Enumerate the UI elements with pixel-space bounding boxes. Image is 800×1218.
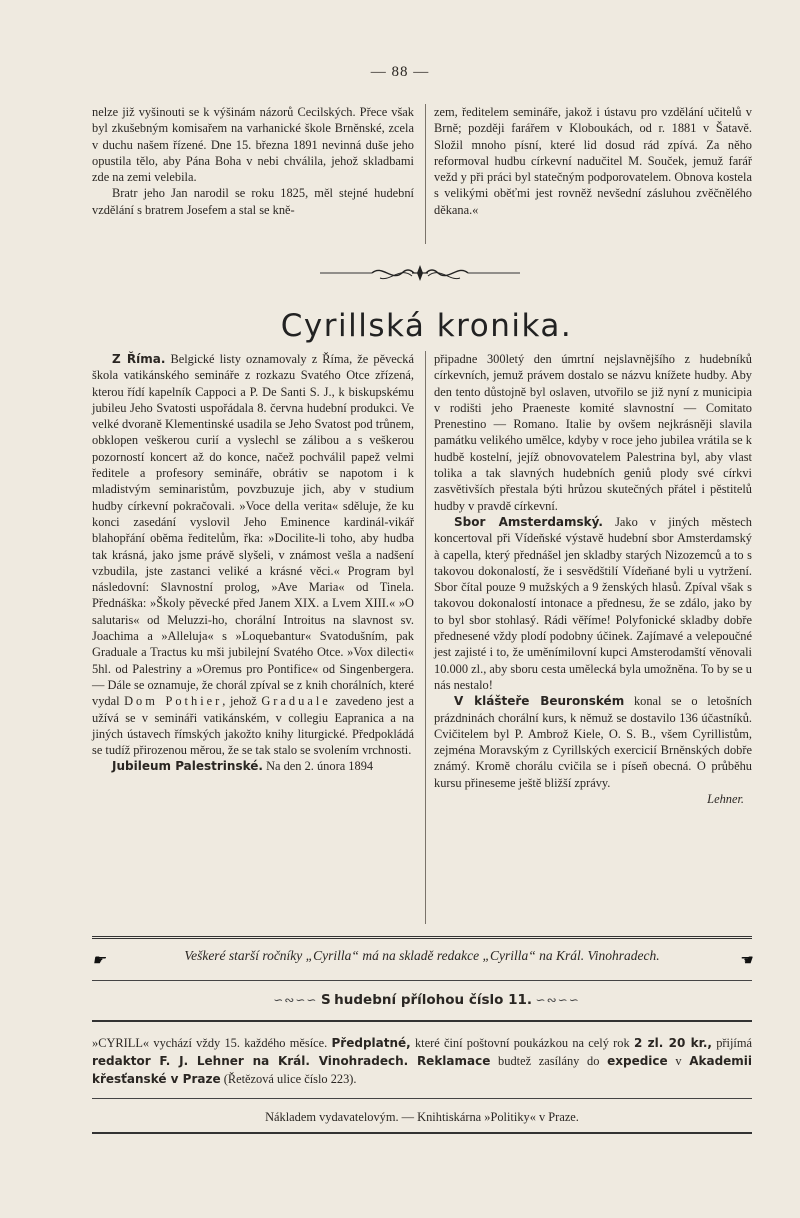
subscription-text-5: v — [667, 1054, 690, 1068]
top-right-column — [434, 104, 752, 218]
subscription-bold-1: Předplatné, — [331, 1036, 411, 1050]
swirl-right-icon: ∽∾∽∽ — [535, 993, 580, 1007]
top-left-paragraph-1: nelze již vyšinouti se k výšinám názorů Cecilských. Přece však byl zkušebným komisařem na varhanické škole Brněnské, zcela v duchu našem řízené. Dne 15. března 1891 nevinná duše jeho opustila tělo, aby Pána Boha v nebi chválila, jehož skladbami zde na zemi velebila. — [92, 105, 414, 185]
supplement-line — [0, 992, 800, 1009]
notice-top-rule — [92, 936, 752, 939]
beuron-paragraph — [434, 693, 752, 791]
publisher-footer: Nákladem vydavatelovým. — Knihtiskárna »Politiky« v Praze. — [265, 1110, 579, 1124]
ornament-divider — [320, 260, 520, 286]
subscription-text-4: budtež zasílány do — [490, 1054, 608, 1068]
pointing-hand-left-icon: ☚ — [738, 953, 752, 969]
amsterdam-heading: Sbor Amsterdamský. — [454, 514, 603, 529]
subscription-info — [92, 1034, 752, 1088]
pointing-hand-icon: ☛ — [92, 953, 106, 969]
supplement-prefix: S — [320, 992, 331, 1008]
subscription-text-1: »CYRILL« vychází vždy 15. každého měsíce. — [92, 1036, 332, 1050]
subscription-text-2: které činí poštovní poukázkou na celý rok — [410, 1036, 634, 1050]
section-title: Cyrillská kronika. — [280, 308, 573, 344]
rome-text-2: , jehož — [222, 694, 262, 709]
rome-heading: Z Říma. — [112, 352, 166, 366]
top-right-paragraph: zem, ředitelem semináře, jakož i ústavu pro vzdělání učitelů v Brně; později farářem v Kloboukách, od r. 1881 v Šatavě. Složil mnoho písní, které lid dosud rád zpívá. Za něho reformoval hudbu církevní nadučitel M. Souček, jemuž farář vežd y při práci byl statečným podporovatelem. Obnova kostela s velikými oběťmi jest rovněž nevšední zásluhou zvěčnělého děkana.« — [434, 105, 752, 217]
subscription-text-3: přijímá — [711, 1036, 752, 1050]
jubileum-text: Na den 2. února 1894 — [262, 759, 374, 774]
footer-bottom-rule — [92, 1132, 752, 1134]
author-signature: Lehner. — [707, 792, 744, 807]
amsterdam-text: Jako v jiných městech koncertoval při Vídeňské výstavě hudební sbor Amsterdamský à capella, který přednášel jen skladby starých Nizozemců a to s takovou dokonalostí, že i sesvědštilí Vídeňané byli u vytržení. Sbor čítal pouze 9 mužských a 9 ženských hlasů. Zpíval však s takovou dokonalostí intonace a přednesu, že se zdálo, jako by to byl sbor stohlasý. Rádi věříme! Polyfonické skladby dobře přednesené vždy plodí podobny účinek. Zajímavé a velepoučné jest zajisté i to, že uměnímilovní kupci Amsterodamští věnovali 10.000 zl., aby sboru cesta umělecká byla umožněna. To by se u nás nestalo! — [434, 514, 752, 692]
page-number: — 88 — — [370, 64, 430, 80]
chronicle-right-column — [434, 351, 752, 807]
beuron-text: konal se o letošních prázdninách chorální kurs, k němuž se dostavilo 136 účastníků. Cvičitelem byl P. Ambrož Kiele, O. S. B., všem Cyrillistům, zejména Moravským z Cyrillských exercicií Brněnských dobře známý. Kromě chorálu cvičila se i píseň obecná. O průběhu kursu přineseme ještě bližší zprávy. — [434, 694, 752, 790]
supplement-bottom-rule — [92, 1020, 752, 1022]
notice-band — [92, 948, 752, 970]
subscription-text-6: (Řetězová ulice číslo 223). — [220, 1072, 357, 1086]
subscription-bold-2: 2 zl. 20 kr., — [633, 1036, 712, 1050]
jubileum-continuation: připadne 300letý den úmrtní nejslavnějšího z hudebníků církevních, jemuž právem dostalo se názvu knížete hudby. Aby den tento důstojně byl oslaven, utvořilo se již nyní z municipia v rodišti jeho Praeneste komité slavnostní — Comitato Prenestino — Romano. Italie by ovšem nejkrásněji slavila památku velikého umělce, kdyby v roce jeho jubilea vrátila se k hudbě kostelní, jejíž obnovovatelem Palestrina byl, aby vlast tolika a tak slavných hudebních geniů plody své církvi zasvětivších přestala býti hrůzou skutečných přátel i pěstitelů hudby v pravdě církevní. — [434, 352, 752, 513]
rome-paragraph — [92, 351, 414, 758]
top-left-column — [92, 104, 414, 218]
column-divider-main — [425, 351, 426, 924]
graduale-word: Graduale — [261, 694, 331, 709]
pothier-name: Dom Pothier — [124, 694, 223, 709]
footer-top-rule — [92, 1098, 752, 1099]
chronicle-left-column — [92, 351, 414, 775]
supplement-text: hudební přílohou číslo 11. — [334, 992, 533, 1008]
rome-text-3: zavedeno jest a užívá se v semináři vatikánském, v collegiu Eapranica a na jiných ústavech římských jakožto knihy liturgické. Předpokládá se tudíž přirozenou měrou, že se tak stalo se svolením vrchnosti. — [92, 694, 414, 758]
beuron-heading: V klášteře Beuronském — [454, 694, 625, 709]
top-left-paragraph-2: Bratr jeho Jan narodil se roku 1825, měl stejné hudební vzdělání s bratrem Josefem a stal se kně- — [92, 186, 414, 217]
notice-bottom-rule — [92, 980, 752, 981]
jubileum-heading: Jubileum Palestrinské. — [112, 759, 263, 774]
subscription-bold-5: Akademii křesťanské v Praze — [92, 1054, 753, 1086]
subscription-bold-4: expedice — [607, 1054, 668, 1068]
jubileum-paragraph — [92, 758, 414, 774]
column-divider-top — [425, 104, 426, 244]
swirl-left-icon: ∽∾∽∽ — [273, 993, 318, 1007]
notice-text: Veškeré starší ročníky „Cyrilla“ má na skladě redakce „Cyrilla“ na Král. Vinohradech. — [184, 948, 660, 963]
subscription-bold-3: redaktor F. J. Lehner na Král. Vinohradech. Reklamace — [92, 1054, 491, 1068]
amsterdam-paragraph — [434, 514, 752, 693]
rome-text-1: Belgické listy oznamovaly z Říma, že pěvecká škola vatikánského semináře z rozkazu Svatého Otce zřízená, kterou řídí kapelník Cappoci a P. De Santi S. J., k biskupskému jubileu Jeho Svatosti uspořádala 8. června hudební produkci. Ve velké dvoraně Klementinské usadila se Jeho Svatost pod trůnem, obklopen veškerou curií a vyslechl se zálibou a s veškerou pozorností koncert až do konce, načež pochválil papež velmi ředitele a profesory semináře, obrátiv se napotom i k mladistvým seminaristům, povzbuzuje jich, aby v studium hudby církevní pokračovali. »Voce della verita« sděluje, že ku konci zasedání vyslovil Jeho Eminence kardinál-vikář blahopřání oběma ředitelům, řka: »Docilite-li toho, aby hudba tak krásná, jako jsme právě slyšeli, v známost vešla a nadšení vzbudila, jste zastanci veliké a krásné věci.« Program byl následovní: Slavnostní prolog, »Ave Maria« od Tinela. Přednáška: »Školy pěvecké před Janem XIX. a Lvem XIII.« »O salutaris« od Meluzzi-ho, chorální Introitus na slavnost sv. Joachima a »Alleluja« s »Loquebantur« Svatodušním, pak Graduale a Tractus ku mši jubilejní Svatého Otce. »Vox dilecti« 5hl. od Palestriny a »Oremus pro Pontifice« od Singenbergera. — Dále se oznamuje, že chorál zpíval se z knih chorálních, které vydal — [92, 352, 414, 709]
